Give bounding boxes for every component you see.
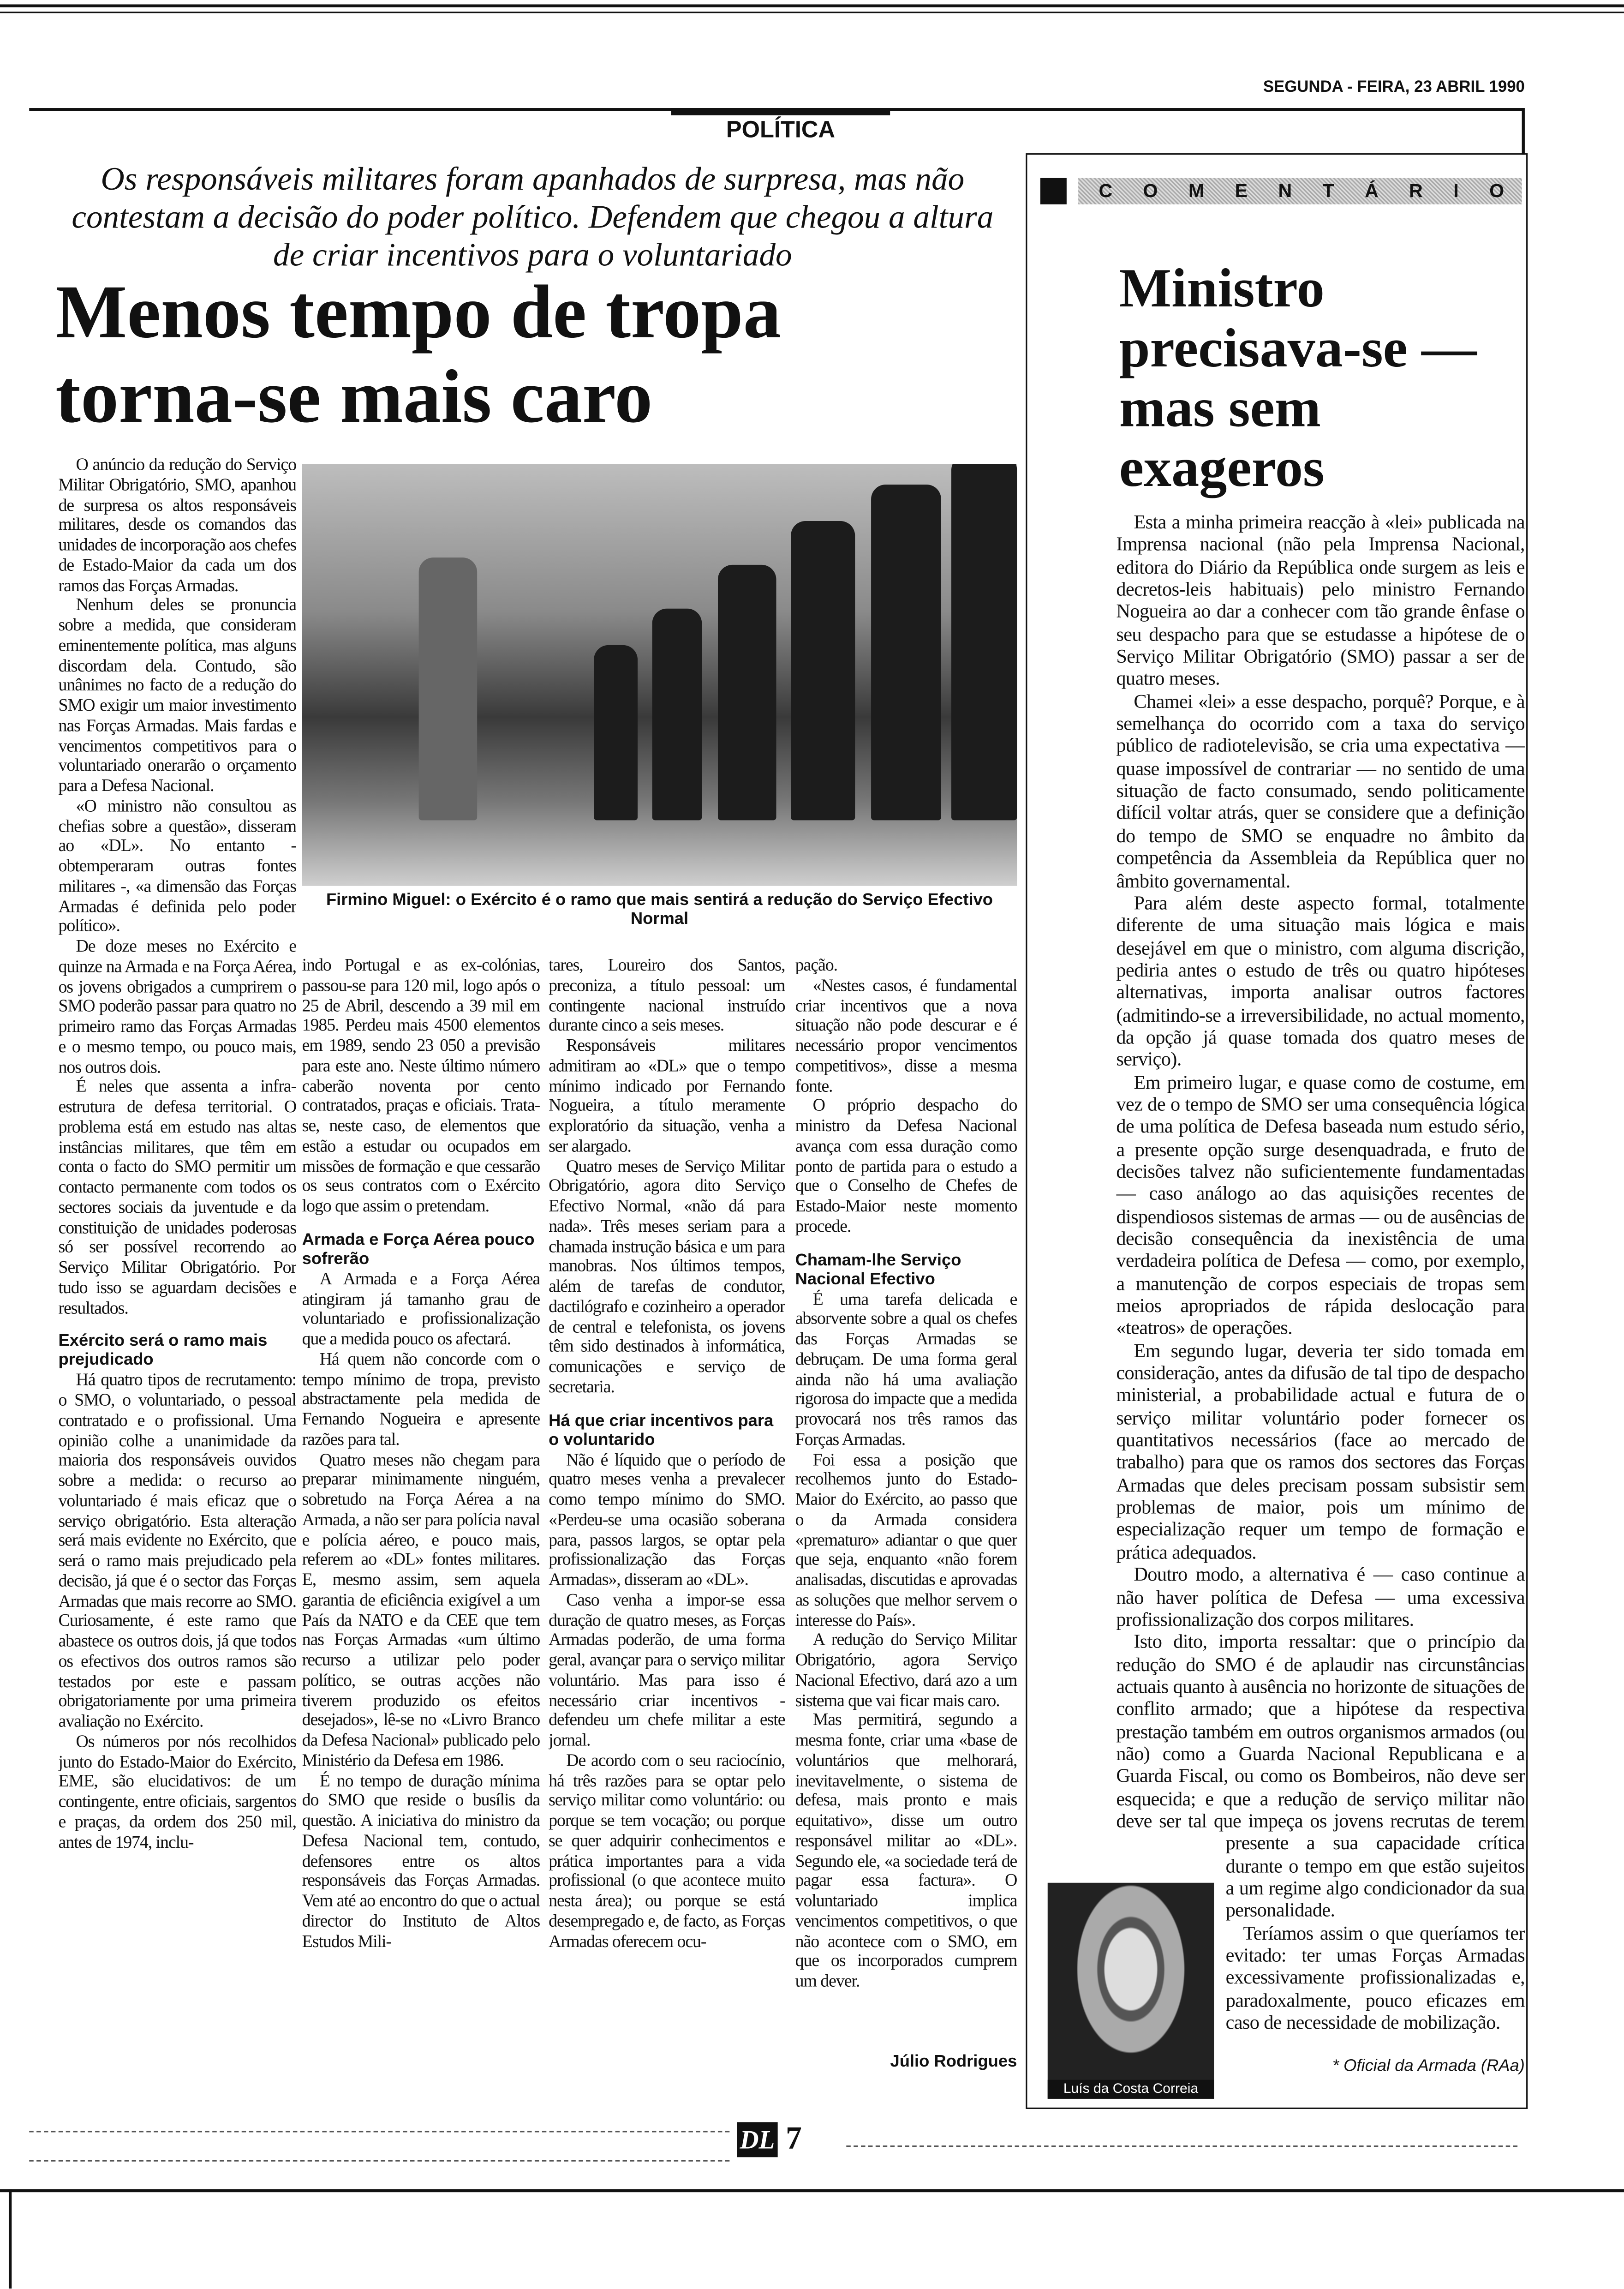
commentary-label-bar: [1040, 178, 1535, 204]
page-number: 7: [786, 2119, 802, 2156]
commentary-label: COMENTÁRIO: [1078, 178, 1522, 204]
commentary-body: [1116, 511, 1525, 2043]
paragraph: Isto dito, importa ressaltar: que o princípio da redução do SMO é de aplaudir nas circunstâncias actuais quanto à ausência no horizonte de situações de conflito armado; que a hipótese da respectiva prestação também em outros organismos armados (ou não) como a Guarda Nacional Republicana e a Guarda Fiscal, ou como os Bombeiros, não deve ser esquecida; e que a redução de serviço militar não deve ser tal que impeça os jovens recrutas de terem presente a sua capacidade crítica durante o tempo em que estão sujeitos a um regime algo condicionador da sua personalidade.: [1116, 1630, 1525, 1921]
page-folio: [737, 2119, 802, 2157]
newspaper-logo: DL: [737, 2122, 778, 2157]
header-rule: [1522, 108, 1524, 155]
paragraph: Em segundo lugar, deveria ter sido tomada em consideração, antes da difusão de tal tipo de despacho ministerial, a probabilidade actual e futura de o serviço militar voluntário poder fornecer os quantitativos necessários (face ao mercado de trabalho) para que os ramos dos sectores das Forças Armadas que deles precisam possam subsistir sem problemas de maior, pois um mínimo de especialização requer um tempo de formação e prática adequados.: [1116, 1339, 1525, 1563]
article-photo: [302, 464, 1017, 886]
paragraph: «Nestes casos, é fundamental criar incentivos que a nova situação não pode descurar e é necessário propor vencimentos competitivos», disse a mesma fonte.: [795, 974, 1017, 1096]
paragraph: O anúncio da redução do Serviço Militar Obrigatório, SMO, apanhou de surpresa os altos responsáveis militares, desde os comandos das unidades de incorporação aos chefes de Estado-Maior da cada um dos ramos das Forças Armadas.: [58, 455, 297, 595]
subheading: Há que criar incentivos para o voluntarido: [549, 1412, 774, 1449]
footer-rule: [29, 2160, 729, 2162]
headline-line: Menos tempo de tropa: [55, 271, 782, 355]
paragraph: É no tempo de duração mínima do SMO que reside o busílis da questão. A iniciativa do ministro da Defesa Nacional tem, contudo, defensores entre os altos responsáveis das Forças Armadas. Vem até ao encontro do que o actual director do Instituto de Altos Estudos Mili-: [302, 1769, 540, 1951]
paragraph: pação.: [795, 956, 837, 975]
paragraph: Para além deste aspecto formal, totalmente diferente de uma situação mais lógica e mais desejável em que o ministro, com alguma discrição, pediria antes o estudo de três ou quatro hipóteses alternativas, importa analisar outros factores (admitindo-se a irreversibilidade, no actual momento, da opção já quase tomada dos quatro meses de serviço).: [1116, 891, 1525, 1070]
photo-figure: [718, 565, 776, 820]
subheading: Exército será o ramo mais prejudicado: [58, 1333, 268, 1370]
article-column: [302, 956, 540, 2066]
paragraph: O próprio despacho do ministro da Defesa Nacional avança com essa duração como ponto de partida para o estudo a que o Conselho de Chefes de Estado-Maior neste momento procede.: [795, 1095, 1017, 1236]
headline-line: torna-se mais caro: [55, 356, 653, 439]
photo-figure: [652, 609, 702, 821]
paragraph: tares, Loureiro dos Santos, preconiza, a título pessoal: um contingente nacional instruído durante cinco a seis meses.: [549, 956, 785, 1036]
article-headline: [55, 271, 1018, 441]
photo-figure: [871, 485, 941, 820]
article-column: [549, 956, 785, 2036]
author-note: * Oficial da Armada (RAa): [1332, 2058, 1525, 2076]
paragraph: Os números por nós recolhidos junto do Estado-Maior do Exército, EME, são elucidativos: de um contingente, entre oficiais, sargentos e praças, da ordem dos 250 mil, antes de 1974, inclu-: [58, 1731, 297, 1852]
paragraph: Doutro modo, a alternativa é — caso continue a não haver política de Defesa — uma excessiva profissionalização dos corpos militares.: [1116, 1563, 1525, 1630]
left-margin-rule: [9, 2189, 11, 2289]
paragraph: Em primeiro lugar, e quase como de costume, em vez de o tempo de SMO ser uma consequência lógica de uma política de Defesa baseada num estudo sério, a presente opção surge desenquadrada, e fruto de decisões talvez não suficientemente fundamentadas — caso análogo ao das aquisições recentes de dispendiosos sistemas de armas — ou de ausências de decisão consequência da inexistência de uma verdadeira política de Defesa — como, por exemplo, a manutenção de corpos especiais de tropas sem meios apropriados de rápida deslocação para «teatros» de operações.: [1116, 1071, 1525, 1339]
author-photo-caption: Luís da Costa Correia: [1048, 2080, 1214, 2099]
top-border: [0, 12, 1624, 13]
footer-rule: [846, 2145, 1517, 2147]
paragraph: Responsáveis militares admitiram ao «DL» que o tempo mínimo indicado por Fernando Nogueira, a título meramente exploratório da situação, venha a ser alargado.: [549, 1035, 785, 1156]
issue-date: SEGUNDA - FEIRA, 23 ABRIL 1990: [1263, 78, 1525, 96]
subheading: Chamam-lhe Serviço Nacional Efectivo: [795, 1251, 961, 1288]
paragraph: Esta a minha primeira reacção à «lei» publicada na Imprensa nacional (não pela Imprensa Nacional, editora do Diário da República onde surgem as leis e decretos-leis habituais) pelo ministro Fernando Nogueira ao dar a conhecer com tão grande ênfase o seu despacho para que se estudasse a hipótese de o Serviço Militar Obrigatório (SMO) passar a ser de quatro meses.: [1116, 510, 1525, 690]
paragraph: De doze meses no Exército e quinze na Armada e na Força Aérea, os jovens obrigados a cumprirem o SMO poderão passar para quatro no primeiro ramo das Forças Armadas e o mesmo tempo, ou pouco mais, nos outros dois.: [58, 935, 297, 1077]
subheading: Armada e Força Aérea pouco sofrerão: [302, 1231, 535, 1268]
paragraph: A Armada e a Força Aérea atingiram já tamanho grau de voluntariado e profissionalização que a medida pouco os afectará.: [302, 1268, 540, 1349]
paragraph: Quatro meses de Serviço Militar Obrigatório, agora dito Serviço Efectivo Normal, «não dá para nada». Três meses seriam para a chamada instrução básica e um para manobras. Nos últimos tempos, além de tarefas de condutor, dactilógrafo e cozinheiro a operador de central e telefonista, os jovens têm sido destinados à informática, comunicações e serviço de secretaria.: [549, 1155, 785, 1396]
article-deck: Os responsáveis militares foram apanhados de surpresa, mas não contestam a decisão do poder político. Defendem que chegou a altura de criar incentivos para o voluntariado: [72, 160, 994, 273]
paragraph: Teríamos assim o que queríamos ter evitado: ter umas Forças Armadas excessivamente profissionalizadas e, paradoxalmente, pouco eficazes em caso de necessidade de mobilização.: [1225, 1922, 1525, 2033]
paragraph: De acordo com o seu raciocínio, há três razões para se optar pelo serviço militar como voluntário: ou porque se tem vocação; ou porque se quer adquirir conhecimentos e prática importantes para a vida profissional (o que acontece muito nesta área); ou porque se está desempregado e, de facto, as Forças Armadas oferecem ocu-: [549, 1750, 785, 1951]
footer-rule: [29, 2131, 729, 2132]
paragraph: Não é líquido que o período de quatro meses venha a prevalecer como tempo mínimo do SMO. «Perdeu-se uma ocasião soberana para, passos largos, se optar pela profissionalização das Forças Armadas», disseram ao «DL».: [549, 1448, 785, 1590]
photo-figure: [594, 645, 638, 821]
article-column: [59, 455, 297, 2068]
paragraph: Há quatro tipos de recrutamento: o SMO, o voluntariado, o pessoal contratado e o profissional. Uma opinião colhe a unanimidade da maioria dos responsáveis ouvidos sobre a medida: o recurso ao voluntariado é mais eficaz que o serviço obrigatório. Esta alteração será mais evidente no Exército, que será o ramo mais prejudicado pela decisão, já que é o sector das Forças Armadas que mais recorre ao SMO. Curiosamente, é este ramo que abastece os outros dois, já que todos os efectivos dos outros ramos são testados por este e passam obrigatoriamente por uma primeira avaliação no Exército.: [58, 1369, 297, 1731]
paragraph: Chamei «lei» a esse despacho, porquê? Porque, e à semelhança do ocorrido com a taxa do serviço público de radiotelevisão, se cria uma expectativa — quase impossível de contrariar — no sentido de uma situação de facto consumado, sendo politicamente difícil voltar atrás, quer se considere que a definição do tempo de SMO se enquadre no âmbito da competência da Assembleia da República quer no âmbito governamental.: [1116, 690, 1525, 891]
paragraph: Há quem não concorde com o tempo mínimo de tropa, previsto abstractamente pela medida de Fernando Nogueira e apresente razões para tal.: [302, 1348, 540, 1449]
label-square: [1040, 178, 1067, 204]
paragraph: A redução do Serviço Militar Obrigatório, agora Serviço Nacional Efectivo, dará azo a um sistema que vai ficar mais caro.: [795, 1629, 1017, 1710]
paragraph: Nenhum deles se pronuncia sobre a medida, que consideram eminentemente política, mas alguns discordam dela. Contudo, são unânimes no facto de a redução do SMO exigir um maior investimento nas Forças Armadas. Mais fardas e vencimentos competitivos para o voluntariado onerarão o orçamento para a Defesa Nacional.: [58, 594, 297, 796]
paragraph: Caso venha a impor-se essa duração de quatro meses, as Forças Armadas poderão, de uma forma geral, avançar para o serviço militar voluntário. Mas para isso é necessário criar incentivos - defendeu um chefe militar a este jornal.: [549, 1589, 785, 1750]
article-column: [795, 956, 1017, 2036]
section-label: POLÍTICA: [671, 108, 890, 153]
paragraph: Foi essa a posição que recolhemos junto do Estado-Maior do Exército, ao passo que o da Armada considera «prematuro» adiantar o que quer que seja, enquanto «não forem analisadas, discutidas e aprovadas as soluções que melhor servem o interesse do País».: [795, 1448, 1017, 1630]
bottom-rule: [0, 2189, 1624, 2192]
top-border: [0, 4, 1624, 6]
paragraph: É uma tarefa delicada e absorvente sobre a qual os chefes das Forças Armadas se debruçam. De uma forma geral ainda não há uma avaliação rigorosa do impacte que a medida provocará nos três ramos das Forças Armadas.: [795, 1288, 1017, 1449]
paragraph: indo Portugal e as ex-colónias, passou-se para 120 mil, logo após o 25 de Abril, descendo a 39 mil em 1985. Perdeu mais 4500 elementos em 1989, sendo 23 050 a previsão para este ano. Neste último número caberão noventa por cento contratados, praças e oficiais. Trata-se, neste caso, de elementos que estão a estudar ou ocupados em missões de formação e que cessarão os seus contratos com o Exército logo que assim o pretendam.: [302, 956, 540, 1216]
author-photo: [1048, 1883, 1214, 2099]
article-byline: Júlio Rodrigues: [890, 2053, 1017, 2071]
photo-figure: [791, 521, 855, 820]
paragraph: «O ministro não consultou as chefias sobre a questão», disseram ao «DL». No entanto - obtemperaram outras fontes militares -, «a dimensão das Forças Armadas é definida pelo poder político».: [58, 795, 297, 936]
commentary-headline: Ministro precisava-se — mas sem exageros: [1119, 258, 1477, 499]
photo-figure: [951, 464, 1017, 821]
paragraph: É neles que assenta a infra-estrutura de defesa territorial. O problema está em estudo nas altas instâncias militares, que têm em conta o facto do SMO permitir um contacto permanente com todos os sectores sociais da juventude e da constituição de unidades poderosas só ser possível recorrendo ao Serviço Militar Obrigatório. Por tudo isso se aguardam decisões e resultados.: [58, 1076, 297, 1318]
photo-caption: Firmino Miguel: o Exército é o ramo que mais sentirá a redução do Serviço Efectivo Normal: [326, 892, 993, 929]
paragraph: Quatro meses não chegam para preparar minimamente ninguém, sobretudo na Força Aérea a na Armada, a não ser para polícia naval e polícia aéreo, e pouco mais, referem ao «DL» fontes militares. E, mesmo assim, sem aquela garantia de eficiência exigível a um País da NATO e da CEE que tem nas Forças Armadas «um último recurso a utilizar pelo poder político, se outras acções não tiverem produzido os efeitos desejados», lê-se no «Livro Branco da Defesa Nacional» publicado pelo Ministério da Defesa em 1986.: [302, 1448, 540, 1770]
photo-figure: [419, 557, 478, 820]
paragraph: Mas permitirá, segundo a mesma fonte, criar uma «base de voluntários que melhorará, inevitavelmente, o sistema de defesa, mais pronto e mais equitativo», disse um outro responsável militar ao «DL». Segundo ele, «a sociedade terá de pagar essa factura». O voluntariado implica vencimentos competitivos, o que não acontece com o SMO, em que os incorporados cumprem um dever.: [795, 1709, 1017, 1991]
